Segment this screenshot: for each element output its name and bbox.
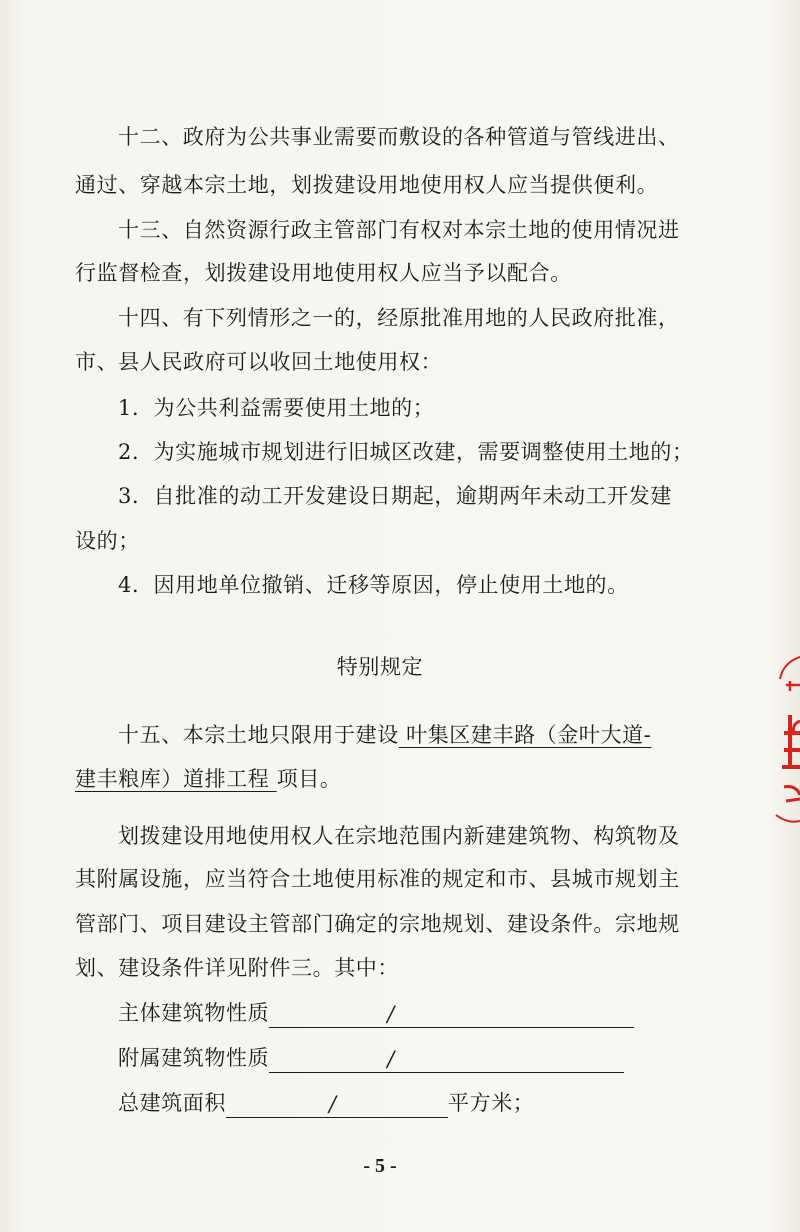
main-building-label: 主体建筑物性质 [118, 1001, 270, 1025]
auxiliary-building-value: / [387, 1047, 395, 1071]
clause-15-prefix: 十五、本宗土地只限用于建设 [118, 723, 399, 747]
clause-14-line-1: 十四、有下列情形之一的，经原批准用地的人民政府批准， [118, 306, 680, 330]
clause-13-line-2: 行监督检查，划拨建设用地使用权人应当予以配合。 [75, 261, 572, 285]
clause-12-line-2: 通过、穿越本宗土地，划拨建设用地使用权人应当提供便利。 [75, 173, 659, 197]
auxiliary-building-field-row [118, 1043, 624, 1073]
total-area-field-row [118, 1088, 534, 1118]
project-name-part-1: 叶集区建丰路（金叶大道- [398, 723, 652, 747]
main-building-value-field [269, 1001, 634, 1028]
clause-13-line-1: 十三、自然资源行政主管部门有权对本宗土地的使用情况进 [118, 218, 680, 242]
list-item-4: 4．因用地单位撤销、迁移等原因，停止使用土地的。 [118, 573, 629, 597]
list-item-2: 2．为实施城市规划进行旧城区改建，需要调整使用土地的； [118, 440, 694, 464]
clause-15-line-2 [75, 764, 342, 794]
clause-16-line-4: 划、建设条件详见附件三。其中： [75, 956, 399, 980]
seal-stamp-icon [770, 655, 800, 830]
clause-16-line-1: 划拨建设用地使用权人在宗地范围内新建建筑物、构筑物及 [118, 824, 680, 848]
total-area-value-field [226, 1091, 448, 1118]
clause-16-line-2: 其附属设施，应当符合土地使用标准的规定和市、县城市规划主 [75, 867, 680, 891]
total-area-label: 总建筑面积 [118, 1091, 226, 1115]
list-item-3-line-1: 3．自批准的动工开发建设日期起，逾期两年未动工开发建 [118, 484, 672, 508]
project-name-part-2: 建丰粮库）道排工程 [75, 767, 277, 791]
clause-12-line-1: 十二、政府为公共事业需要而敷设的各种管道与管线进出、 [118, 125, 680, 149]
clause-15-suffix: 项目。 [276, 767, 342, 791]
clause-16-line-3: 管部门、项目建设主管部门确定的宗地规划、建设条件。宗地规 [75, 912, 680, 936]
total-area-unit: 平方米； [448, 1091, 535, 1115]
auxiliary-building-label: 附属建筑物性质 [118, 1046, 270, 1070]
list-item-1: 1．为公共利益需要使用土地的； [118, 396, 435, 420]
main-building-field-row [118, 998, 634, 1028]
section-heading: 特别规定 [336, 655, 424, 679]
clause-15-line-1 [118, 720, 651, 750]
list-item-3-line-2: 设的； [75, 529, 140, 553]
clause-14-line-2: 市、县人民政府可以收回土地使用权： [75, 350, 443, 374]
seal-stamp-fragment [770, 655, 800, 830]
auxiliary-building-value-field [269, 1046, 624, 1073]
total-area-value: / [329, 1092, 337, 1116]
main-building-value: / [387, 1002, 395, 1026]
page-number: - 5 - [363, 1155, 397, 1177]
